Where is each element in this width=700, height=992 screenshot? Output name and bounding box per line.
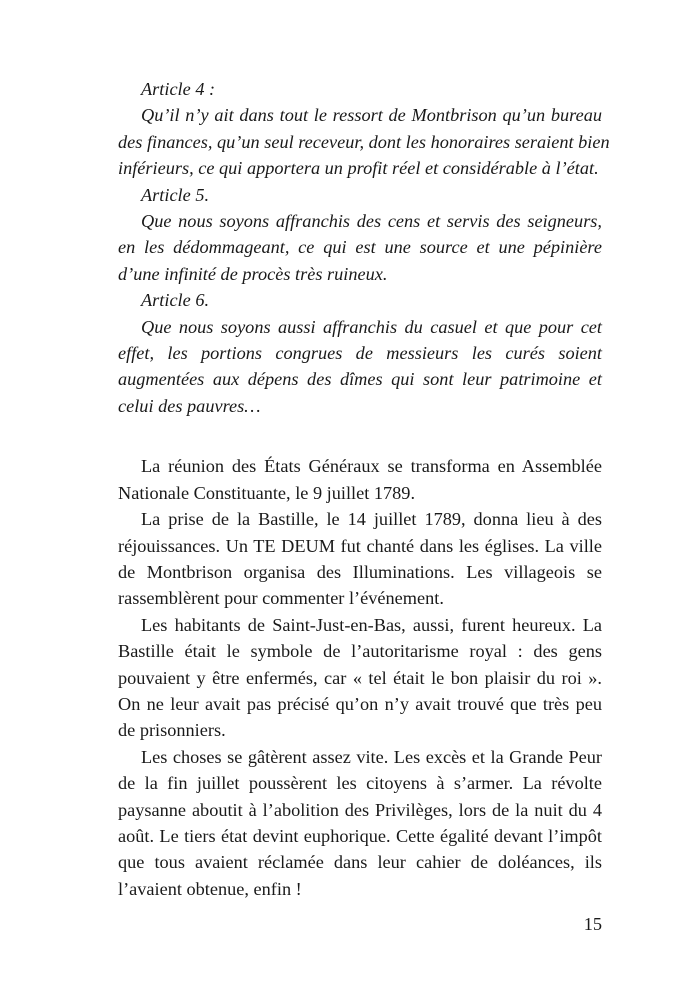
paragraph (118, 182, 602, 208)
paragraph (118, 506, 602, 612)
body-text (118, 453, 602, 902)
text-line: pouvaient y être enfermés, car « tel était le bon plaisir du roi ». (118, 667, 602, 688)
text-line: en les dédommageant, ce qui est une source et une pépinière (118, 237, 602, 258)
paragraph (118, 76, 602, 102)
text-line: Les habitants de Saint-Just-en-Bas, aussi, furent heureux. La (141, 614, 602, 635)
text-line: Qu’il n’y ait dans tout le ressort de Montbrison qu’un bureau (141, 105, 602, 126)
text-line: Nationale Constituante, le 9 juillet 1789. (118, 482, 416, 503)
page-number: 15 (583, 914, 602, 934)
text-line: réjouissances. Un TE DEUM fut chanté dans les églises. La ville (118, 535, 602, 556)
paragraph (118, 314, 602, 420)
text-line: La réunion des États Généraux se transforma en Assemblée (141, 456, 602, 477)
quoted-articles (118, 76, 610, 419)
text-line: On ne leur avait pas précisé qu’on n’y avait trouvé que très peu (118, 693, 602, 714)
text-line: rassemblèrent pour commenter l’événement. (118, 588, 444, 609)
text-line: augmentées aux dépens des dîmes qui sont leur patrimoine et (118, 369, 602, 390)
text-line: des finances, qu’un seul receveur, dont les honoraires seraient bien (118, 131, 610, 152)
paragraph (118, 744, 602, 902)
text-line: de prisonniers. (118, 720, 226, 741)
page-text (118, 76, 610, 902)
text-line: Bastille était le symbole de l’autoritarisme royal : des gens (118, 641, 602, 662)
paragraph (118, 287, 602, 313)
section-gap (118, 419, 602, 453)
paragraph (118, 453, 602, 506)
text-line: de Montbrison organisa des Illuminations. Les villageois se (118, 562, 602, 583)
text-line: celui des pauvres… (118, 395, 261, 416)
paragraph (118, 612, 602, 744)
text-line: que tous avaient réclamée dans leur cahier de doléances, ils (118, 852, 602, 873)
text-line: Les choses se gâtèrent assez vite. Les excès et la Grande Peur (141, 746, 602, 767)
text-line: La prise de la Bastille, le 14 juillet 1789, donna lieu à des (141, 509, 602, 530)
paragraph (118, 208, 602, 287)
text-line: août. Le tiers état devint euphorique. Cette égalité devant l’impôt (118, 825, 602, 846)
text-line: l’avaient obtenue, enfin ! (118, 878, 302, 899)
text-line: inférieurs, ce qui apportera un profit réel et considérable à l’état. (118, 158, 599, 179)
text-line: paysanne aboutit à l’abolition des Privilèges, lors de la nuit du 4 (118, 799, 602, 820)
text-line: effet, les portions congrues de messieurs les curés soient (118, 342, 602, 363)
text-line: de la fin juillet poussèrent les citoyens à s’armer. La révolte (118, 773, 602, 794)
text-line: Article 4 : (141, 79, 216, 99)
text-line: Que nous soyons affranchis des cens et servis des seigneurs, (141, 210, 602, 231)
text-line: Article 5. (141, 184, 210, 205)
text-line: d’une infinité de procès très ruineux. (118, 263, 388, 284)
text-line: Que nous soyons aussi affranchis du casuel et que pour cet (141, 316, 602, 337)
paragraph (118, 102, 610, 181)
text-line: Article 6. (141, 290, 210, 311)
